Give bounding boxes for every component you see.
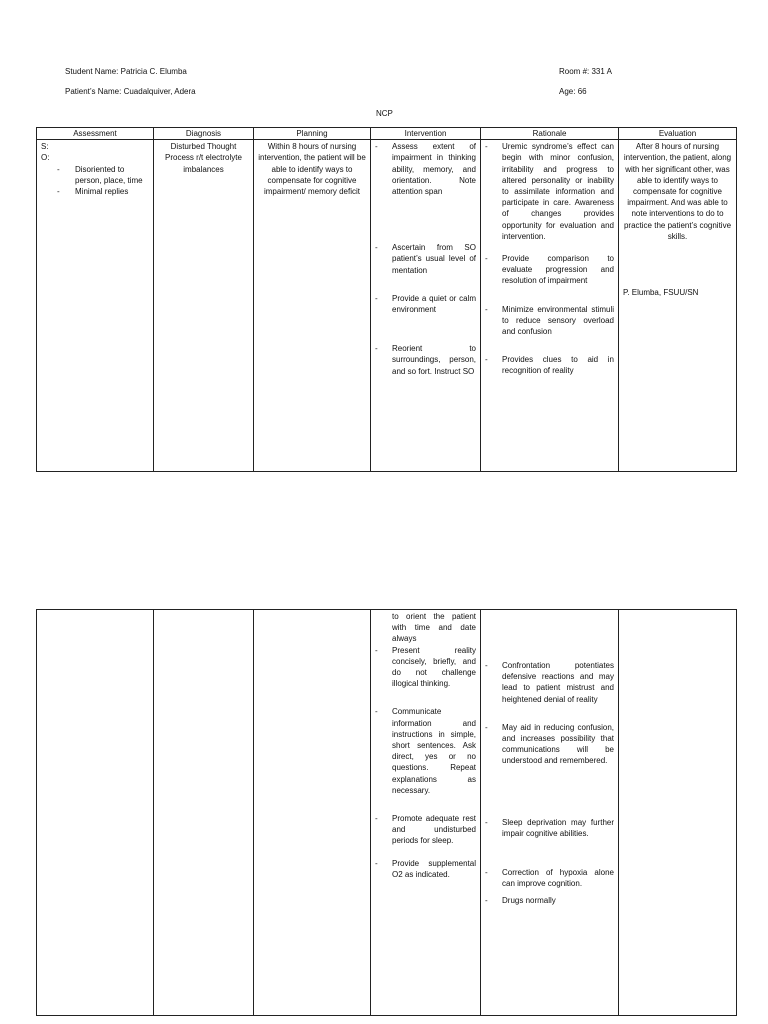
list-item: - Provide a quiet or calm environment <box>375 293 476 315</box>
list-item: - Reorient to surroundings, person, and so fort. Instruct SO <box>375 343 476 377</box>
document-title: NCP <box>376 109 393 118</box>
column-header-evaluation: Evaluation <box>619 128 737 140</box>
intervention-list-continued <box>375 645 476 880</box>
list-item: - Provides clues to aid in recognition of reality <box>485 354 614 376</box>
list-item: - May aid in reducing confusion, and increases possibility that communications will be understood and remembered. <box>485 722 614 767</box>
intervention-cell <box>371 140 481 472</box>
assessment-cell <box>37 140 154 472</box>
column-header-intervention: Intervention <box>371 128 481 140</box>
subjective-label: S: <box>41 142 49 152</box>
patient-name-label: Patient’s Name: <box>65 87 122 96</box>
patient-name-value: Cuadalquiver, Adera <box>123 87 196 96</box>
student-name-value: Patricia C. Elumba <box>120 67 187 76</box>
column-header-rationale: Rationale <box>481 128 619 140</box>
rationale-cell <box>481 140 619 472</box>
rationale-list <box>485 141 614 376</box>
patient-name-line <box>65 87 196 97</box>
list-item: - Confrontation potentiates defensive reactions and may lead to patient mistrust and heightened denial of reality <box>485 660 614 705</box>
column-header-assessment: Assessment <box>37 128 154 140</box>
assessment-cell-continued <box>37 610 154 1016</box>
age-label: Age: <box>559 87 576 96</box>
room-value: 331 A <box>591 67 612 76</box>
room-line <box>559 67 612 77</box>
ncp-table-page-1 <box>36 127 737 472</box>
diagnosis-cell: Disturbed Thought Process r/t electrolyte imbalances <box>154 140 254 472</box>
signature: P. Elumba, FSUU/SN <box>623 288 699 298</box>
table-header-row <box>37 128 737 140</box>
evaluation-cell-continued <box>619 610 737 1016</box>
list-item: - Disoriented to person, place, time <box>41 164 149 186</box>
planning-cell: Within 8 hours of nursing intervention, the patient will be able to identify ways to compensate for cognitive impairment/ memory deficit <box>254 140 371 472</box>
intervention-cell-continued <box>371 610 481 1016</box>
objective-label: O: <box>41 153 50 163</box>
list-item: - Drugs normally <box>485 895 614 906</box>
room-label: Room #: <box>559 67 590 76</box>
list-item: - Assess extent of impairment in thinking ability, memory, and orientation. Note attention span <box>375 141 476 197</box>
list-item: - Present reality concisely, briefly, and do not challenge illogical thinking. <box>375 645 476 690</box>
rationale-list-continued <box>485 660 614 907</box>
column-header-diagnosis: Diagnosis <box>154 128 254 140</box>
list-item: - Sleep deprivation may further impair cognitive abilities. <box>485 817 614 839</box>
evaluation-cell <box>619 140 737 472</box>
diagnosis-cell-continued <box>154 610 254 1016</box>
table-row <box>37 140 737 472</box>
ncp-table-page-2 <box>36 609 737 1016</box>
list-item: - Minimize environmental stimuli to reduce sensory overload and confusion <box>485 304 614 338</box>
list-item: - Uremic syndrome’s effect can begin with minor confusion, irritability and progress to altered personality or inability to assimilate information and participate in care. Awareness of changes provides opportunity for evaluation and intervention. <box>485 141 614 242</box>
assessment-list <box>41 164 149 198</box>
planning-cell-continued <box>254 610 371 1016</box>
intervention-continued-text: to orient the patient with time and date always <box>392 612 476 644</box>
list-item: - Ascertain from SO patient’s usual level of mentation <box>375 242 476 276</box>
rationale-cell-continued <box>481 610 619 1016</box>
list-item: - Provide supplemental O2 as indicated. <box>375 858 476 880</box>
column-header-planning: Planning <box>254 128 371 140</box>
intervention-list <box>375 141 476 377</box>
list-item: - Provide comparison to evaluate progression and resolution of impairment <box>485 253 614 287</box>
student-name-line <box>65 67 187 77</box>
list-item: - Correction of hypoxia alone can improve cognition. <box>485 867 614 889</box>
list-item: - Minimal replies <box>41 186 149 197</box>
list-item: - Communicate information and instructions in simple, short sentences. Ask direct, yes or no questions. Repeat explanations as necessary. <box>375 706 476 796</box>
list-item: - Promote adequate rest and undisturbed periods for sleep. <box>375 813 476 847</box>
table-row <box>37 610 737 1016</box>
age-value: 66 <box>577 87 587 96</box>
student-name-label: Student Name: <box>65 67 119 76</box>
age-line <box>559 87 587 97</box>
evaluation-text: After 8 hours of nursing intervention, the patient, along with her significant other, was able to identify ways to compensate for cognitive impairment. And was able to note interventions to do to practice the patient’s cognitive skills. <box>623 142 732 241</box>
